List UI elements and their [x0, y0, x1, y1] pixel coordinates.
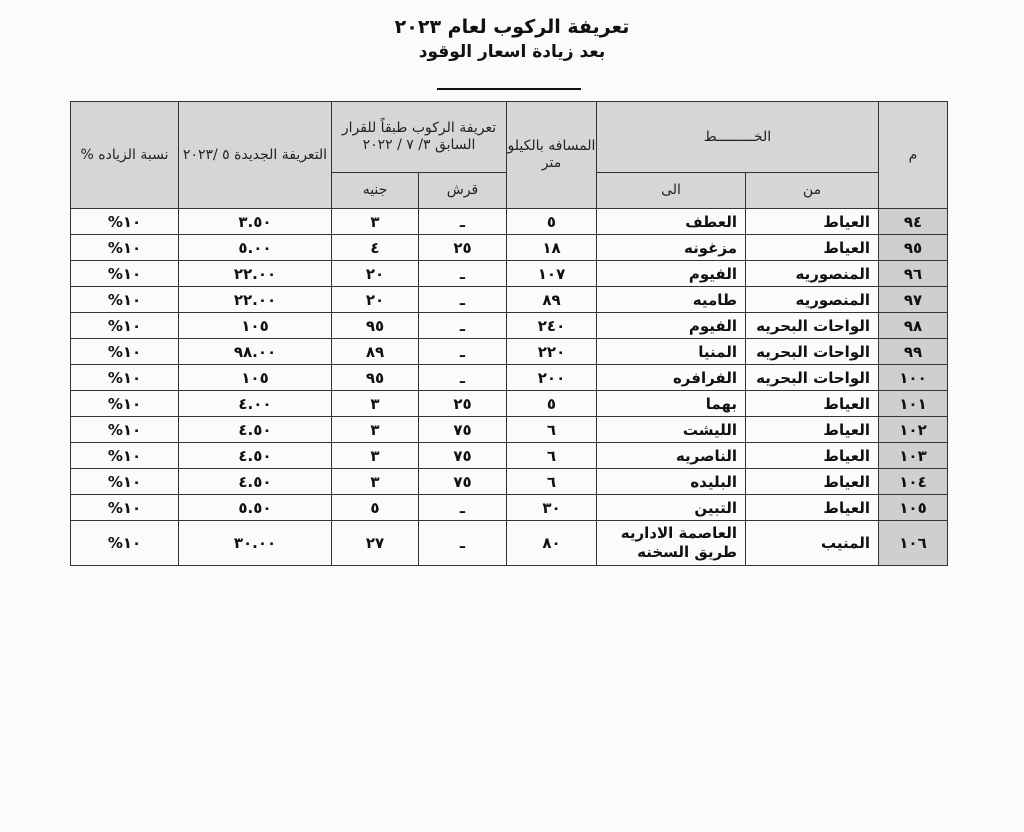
row-index: ٩٨	[879, 313, 948, 339]
row-piasters: ـ	[419, 313, 507, 339]
row-piasters: ـ	[419, 287, 507, 313]
row-from: العياط	[746, 417, 879, 443]
row-pounds: ٢٠	[332, 261, 419, 287]
row-piasters: ـ	[419, 365, 507, 391]
table-row	[71, 261, 948, 287]
row-pounds: ٩٥	[332, 313, 419, 339]
row-increase: ١٠%	[71, 521, 179, 566]
row-from: العياط	[746, 443, 879, 469]
title-underline	[437, 88, 581, 90]
fare-table	[70, 101, 948, 566]
row-from: العياط	[746, 235, 879, 261]
row-new-fare: ٤.٥٠	[179, 469, 332, 495]
header-index: م	[879, 102, 948, 209]
row-to: المنيا	[597, 339, 746, 365]
row-from: المنيب	[746, 521, 879, 566]
row-from: المنصوريه	[746, 261, 879, 287]
row-new-fare: ٢٢.٠٠	[179, 261, 332, 287]
row-distance: ٦	[507, 469, 597, 495]
row-increase: ١٠%	[71, 235, 179, 261]
row-piasters: ـ	[419, 495, 507, 521]
header-old-fare: تعريفة الركوب طبقاً للقرار السابق ٣/ ٧ / ٢٠٢٢	[332, 102, 507, 173]
table-header	[71, 102, 948, 209]
row-new-fare: ٢٢.٠٠	[179, 287, 332, 313]
header-line: الخـــــــــط	[597, 102, 879, 173]
row-pounds: ٣	[332, 469, 419, 495]
row-index: ١٠٤	[879, 469, 948, 495]
row-from: الواحات البحريه	[746, 339, 879, 365]
row-new-fare: ٤.٠٠	[179, 391, 332, 417]
row-increase: ١٠%	[71, 365, 179, 391]
row-to: بهما	[597, 391, 746, 417]
header-increase: نسبة الزياده %	[71, 102, 179, 209]
row-new-fare: ١٠٥	[179, 313, 332, 339]
row-to: التبين	[597, 495, 746, 521]
row-distance: ٨٩	[507, 287, 597, 313]
row-pounds: ٣	[332, 417, 419, 443]
row-distance: ١٠٧	[507, 261, 597, 287]
row-new-fare: ٣٠.٠٠	[179, 521, 332, 566]
row-from: العياط	[746, 469, 879, 495]
row-to: العطف	[597, 209, 746, 235]
row-distance: ٣٠	[507, 495, 597, 521]
row-new-fare: ١٠٥	[179, 365, 332, 391]
row-pounds: ٨٩	[332, 339, 419, 365]
row-index: ٩٥	[879, 235, 948, 261]
row-new-fare: ٣.٥٠	[179, 209, 332, 235]
page-title: تعريفة الركوب لعام ٢٠٢٣	[394, 16, 630, 38]
row-piasters: ـ	[419, 521, 507, 566]
table-row	[71, 495, 948, 521]
row-index: ١٠١	[879, 391, 948, 417]
header-pounds: جنيه	[332, 173, 419, 209]
row-to: الفيوم	[597, 313, 746, 339]
row-increase: ١٠%	[71, 209, 179, 235]
table-row	[71, 417, 948, 443]
row-pounds: ٢٧	[332, 521, 419, 566]
table-row	[71, 287, 948, 313]
row-to: الفيوم	[597, 261, 746, 287]
row-increase: ١٠%	[71, 313, 179, 339]
table-row	[71, 209, 948, 235]
row-index: ١٠٣	[879, 443, 948, 469]
row-index: ٩٩	[879, 339, 948, 365]
row-piasters: ـ	[419, 261, 507, 287]
row-increase: ١٠%	[71, 495, 179, 521]
row-distance: ٦	[507, 417, 597, 443]
row-increase: ١٠%	[71, 469, 179, 495]
table-row	[71, 339, 948, 365]
page-subtitle: بعد زيادة اسعار الوقود	[418, 42, 606, 62]
row-to: الليشت	[597, 417, 746, 443]
row-new-fare: ٥.٥٠	[179, 495, 332, 521]
row-pounds: ٢٠	[332, 287, 419, 313]
row-pounds: ٩٥	[332, 365, 419, 391]
row-new-fare: ٩٨.٠٠	[179, 339, 332, 365]
table-row	[71, 469, 948, 495]
row-from: العياط	[746, 209, 879, 235]
row-from: العياط	[746, 495, 879, 521]
row-pounds: ٣	[332, 209, 419, 235]
row-increase: ١٠%	[71, 443, 179, 469]
row-from: العياط	[746, 391, 879, 417]
row-index: ١٠٠	[879, 365, 948, 391]
row-increase: ١٠%	[71, 391, 179, 417]
row-distance: ٢٠٠	[507, 365, 597, 391]
row-new-fare: ٤.٥٠	[179, 443, 332, 469]
row-pounds: ٤	[332, 235, 419, 261]
table-row	[71, 313, 948, 339]
row-pounds: ٣	[332, 391, 419, 417]
row-increase: ١٠%	[71, 339, 179, 365]
row-piasters: ٢٥	[419, 391, 507, 417]
header-distance: المسافه بالكيلو متر	[507, 102, 597, 209]
row-from: الواحات البحريه	[746, 365, 879, 391]
row-index: ١٠٢	[879, 417, 948, 443]
table-body	[71, 209, 948, 566]
row-to: العاصمة الاداريه طريق السخنه	[597, 521, 746, 566]
row-piasters: ٢٥	[419, 235, 507, 261]
row-increase: ١٠%	[71, 287, 179, 313]
table-row	[71, 235, 948, 261]
header-piasters: قرش	[419, 173, 507, 209]
row-increase: ١٠%	[71, 261, 179, 287]
row-piasters: ٧٥	[419, 443, 507, 469]
header-new-fare: التعريفة الجديدة ٥ /٢٠٢٣	[179, 102, 332, 209]
document-heading	[0, 14, 1024, 64]
row-distance: ٦	[507, 443, 597, 469]
row-index: ٩٦	[879, 261, 948, 287]
header-from: من	[746, 173, 879, 209]
table-row	[71, 391, 948, 417]
row-to: البليده	[597, 469, 746, 495]
row-from: الواحات البحريه	[746, 313, 879, 339]
table-row	[71, 365, 948, 391]
row-index: ١٠٥	[879, 495, 948, 521]
row-index: ١٠٦	[879, 521, 948, 566]
row-to: مزغونه	[597, 235, 746, 261]
row-distance: ٥	[507, 391, 597, 417]
row-distance: ٨٠	[507, 521, 597, 566]
table-row	[71, 443, 948, 469]
row-new-fare: ٤.٥٠	[179, 417, 332, 443]
row-new-fare: ٥.٠٠	[179, 235, 332, 261]
row-from: المنصوريه	[746, 287, 879, 313]
row-distance: ٥	[507, 209, 597, 235]
row-to: الناصريه	[597, 443, 746, 469]
row-index: ٩٧	[879, 287, 948, 313]
row-distance: ٢٢٠	[507, 339, 597, 365]
table-row	[71, 521, 948, 566]
row-pounds: ٣	[332, 443, 419, 469]
header-to: الى	[597, 173, 746, 209]
row-to: طاميه	[597, 287, 746, 313]
row-distance: ٢٤٠	[507, 313, 597, 339]
row-increase: ١٠%	[71, 417, 179, 443]
row-index: ٩٤	[879, 209, 948, 235]
row-to: الفرافره	[597, 365, 746, 391]
row-piasters: ـ	[419, 209, 507, 235]
row-piasters: ٧٥	[419, 469, 507, 495]
row-piasters: ٧٥	[419, 417, 507, 443]
row-pounds: ٥	[332, 495, 419, 521]
row-distance: ١٨	[507, 235, 597, 261]
row-piasters: ـ	[419, 339, 507, 365]
